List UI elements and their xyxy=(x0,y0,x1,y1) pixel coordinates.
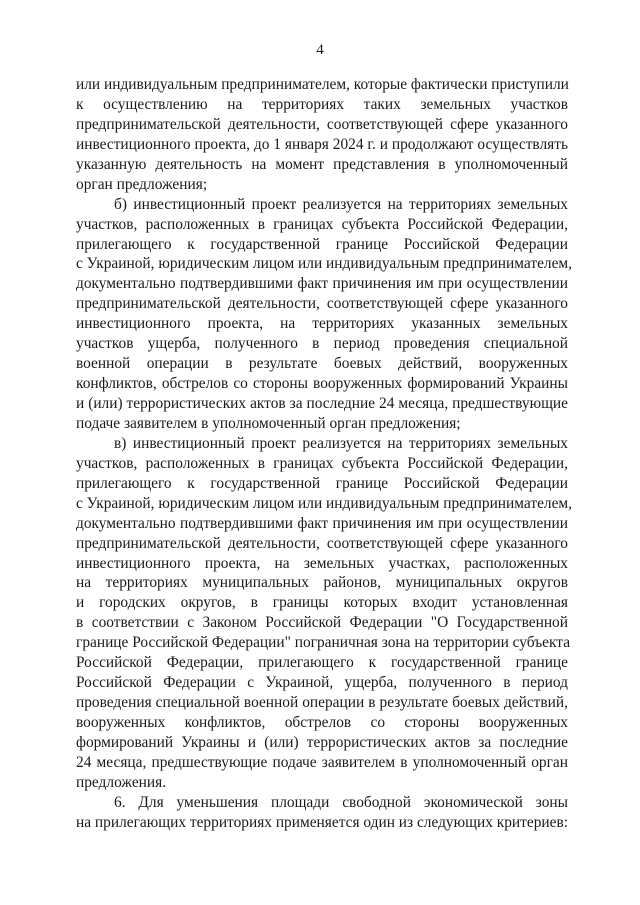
text-line: орган предложения; xyxy=(76,175,208,193)
text-line: предложения. xyxy=(76,773,167,791)
text-line: с Украиной, юридическим лицом или индивидуальным предпринимателем, xyxy=(76,255,573,273)
text-line: и (или) террористических актов за последние 24 месяца, предшествующие xyxy=(76,395,568,412)
text-line: и городских округов, в границы которых входит установленная xyxy=(76,594,568,612)
paragraph-p6 xyxy=(76,793,568,833)
text-line: на прилегающих территориях применяется один из следующих критериев: xyxy=(76,813,569,831)
text-line: инвестиционного проекта, на территориях указанных земельных xyxy=(76,315,568,333)
text-line: предпринимательской деятельности, соответствующей сфере указанного xyxy=(76,534,568,552)
text-line: предпринимательской деятельности, соответствующей сфере указанного xyxy=(76,115,568,133)
text-line: формирований Украины и (или) террористических актов за последние xyxy=(76,733,568,751)
text-line: на территориях муниципальных районов, муниципальных округов xyxy=(76,574,568,592)
text-line: Российской Федерации, прилегающего к государственной границе xyxy=(76,654,568,672)
text-line: границе Российской Федерации" пограничная зона на территории субъекта xyxy=(76,634,571,652)
text-line: конфликтов, обстрелов со стороны вооруженных формирований Украины xyxy=(76,375,568,393)
text-line: военной операции в результате боевых действий, вооруженных xyxy=(76,355,568,373)
paragraph-cont xyxy=(76,75,568,195)
paragraph-b xyxy=(76,195,573,434)
text-line: 24 месяца, предшествующие подаче заявителем в уполномоченный орган xyxy=(76,753,568,771)
text-line: б) инвестиционный проект реализуется на территориях земельных xyxy=(114,195,568,213)
paragraph-v xyxy=(76,434,573,793)
text-line: прилегающего к государственной границе Российской Федерации xyxy=(76,235,568,253)
text-line: участков ущерба, полученного в период проведения специальной xyxy=(76,335,568,353)
text-line: вооруженных конфликтов, обстрелов со стороны вооруженных xyxy=(76,714,568,731)
text-line: в соответствии с Законом Российской Федерации "О Государственной xyxy=(76,614,568,632)
text-line: с Украиной, юридическим лицом или индивидуальным предпринимателем, xyxy=(76,494,573,512)
text-line: документально подтвердившими факт причинения им при осуществлении xyxy=(76,514,568,532)
text-line: к осуществлению на территориях таких земельных участков xyxy=(76,95,568,113)
text-line: инвестиционного проекта, до 1 января 2024 г. и продолжают осуществлять xyxy=(76,135,568,153)
text-line: инвестиционного проекта, на земельных участках, расположенных xyxy=(76,554,568,572)
text-line: в) инвестиционный проект реализуется на территориях земельных xyxy=(114,434,568,452)
document-body xyxy=(76,75,573,833)
text-line: предпринимательской деятельности, соответствующей сфере указанного xyxy=(76,295,568,313)
text-line: подаче заявителем в уполномоченный орган предложения; xyxy=(76,414,461,432)
text-line: участков, расположенных в границах субъекта Российской Федерации, xyxy=(76,454,568,472)
text-line: участков, расположенных в границах субъекта Российской Федерации, xyxy=(76,215,568,233)
text-line: прилегающего к государственной границе Российской Федерации xyxy=(76,474,568,492)
text-line: документально подтвердившими факт причинения им при осуществлении xyxy=(76,275,568,293)
text-line: 6. Для уменьшения площади свободной экономической зоны xyxy=(114,793,568,811)
text-line: проведения специальной военной операции в результате боевых действий, xyxy=(76,694,568,712)
page-number: 4 xyxy=(316,42,324,58)
text-line: указанную деятельность на момент представления в уполномоченный xyxy=(76,155,568,173)
text-line: Российской Федерации с Украиной, ущерба, полученного в период xyxy=(76,674,568,692)
text-line: или индивидуальным предпринимателем, которые фактически приступили xyxy=(76,76,569,93)
